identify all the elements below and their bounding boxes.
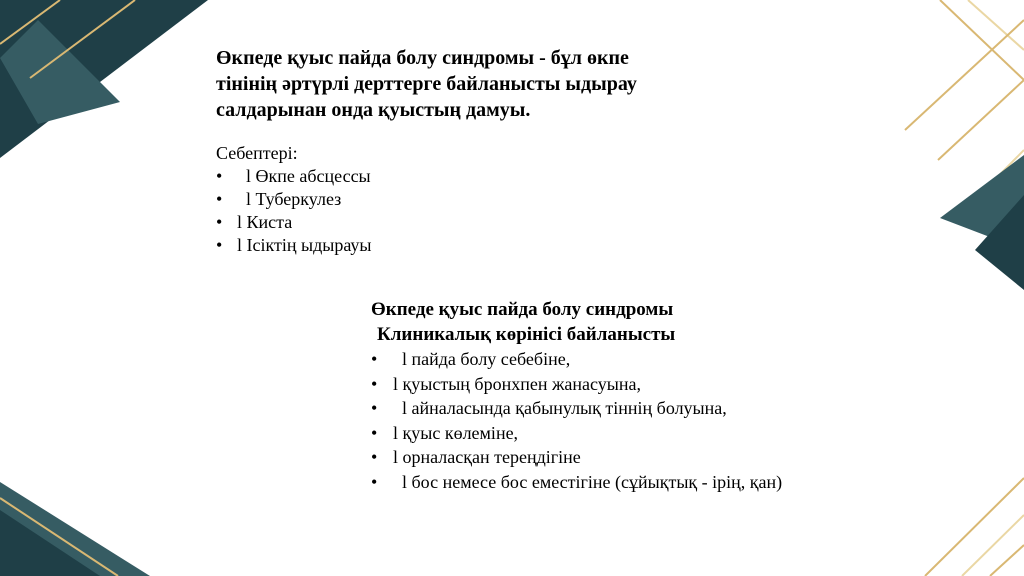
list-item [371, 396, 782, 421]
list-item-text: l Туберкулез [237, 189, 342, 209]
list-item [371, 421, 782, 446]
bullet-icon: • [371, 447, 378, 468]
list-item-text: l қуыс көлеміне, [393, 422, 519, 443]
definition-block [216, 45, 637, 257]
clinical-list [371, 347, 782, 495]
list-item [216, 211, 637, 234]
list-item-text: l бос немесе бос еместігіне (сұйықтық - ірің, қан) [393, 471, 783, 492]
bullet-icon: • [371, 422, 378, 443]
gold-line-top-right-2 [968, 0, 1024, 50]
clinical-heading-line: Өкпеде қуыс пайда болу синдромы [371, 299, 674, 320]
definition-heading-line: салдарынан онда қуыстың дамуы. [216, 99, 531, 121]
list-item-text: l орналасқан тереңдігіне [393, 447, 581, 468]
list-item [216, 165, 637, 188]
bullet-icon: • [216, 189, 223, 209]
list-item [371, 372, 782, 397]
bullet-icon: • [371, 373, 378, 394]
causes-title: Себептері: [216, 143, 298, 163]
bullet-icon: • [216, 235, 223, 255]
gold-line-top-right-4 [938, 80, 1024, 160]
list-item-text: l Киста [237, 212, 293, 232]
list-item [371, 347, 782, 372]
list-item-text: l Ісіктің ыдырауы [237, 235, 372, 255]
clinical-heading-line: Клиникалық көрінісі байланысты [377, 324, 676, 345]
clinical-block [371, 297, 782, 495]
gold-line-top-right-3 [905, 20, 1024, 130]
gold-line-bottom-right-1 [925, 478, 1024, 576]
list-item [371, 470, 782, 495]
causes-list [216, 165, 637, 257]
list-item-text: l айналасында қабынулық тіннің болуына, [393, 398, 727, 419]
gold-line-bottom-right-3 [990, 545, 1024, 576]
definition-heading-line: Өкпеде қуыс пайда болу синдромы - бұл өкпе [216, 47, 629, 69]
list-item-text: l қуыстың бронхпен жанасуына, [393, 373, 641, 394]
list-item-text: l Өкпе абсцессы [237, 166, 371, 186]
list-item [216, 188, 637, 211]
bullet-icon: • [216, 212, 223, 232]
list-item [371, 445, 782, 470]
list-item-text: l пайда болу себебіне, [393, 349, 571, 369]
bullet-icon: • [371, 398, 378, 419]
bullet-icon: • [216, 166, 223, 186]
list-item [216, 234, 637, 257]
gold-line-bottom-right-2 [962, 515, 1024, 576]
bullet-icon: • [371, 349, 378, 369]
bullet-icon: • [371, 471, 378, 492]
definition-heading-line: тінінің әртүрлі дерттерге байланысты ыдырау [216, 73, 637, 95]
